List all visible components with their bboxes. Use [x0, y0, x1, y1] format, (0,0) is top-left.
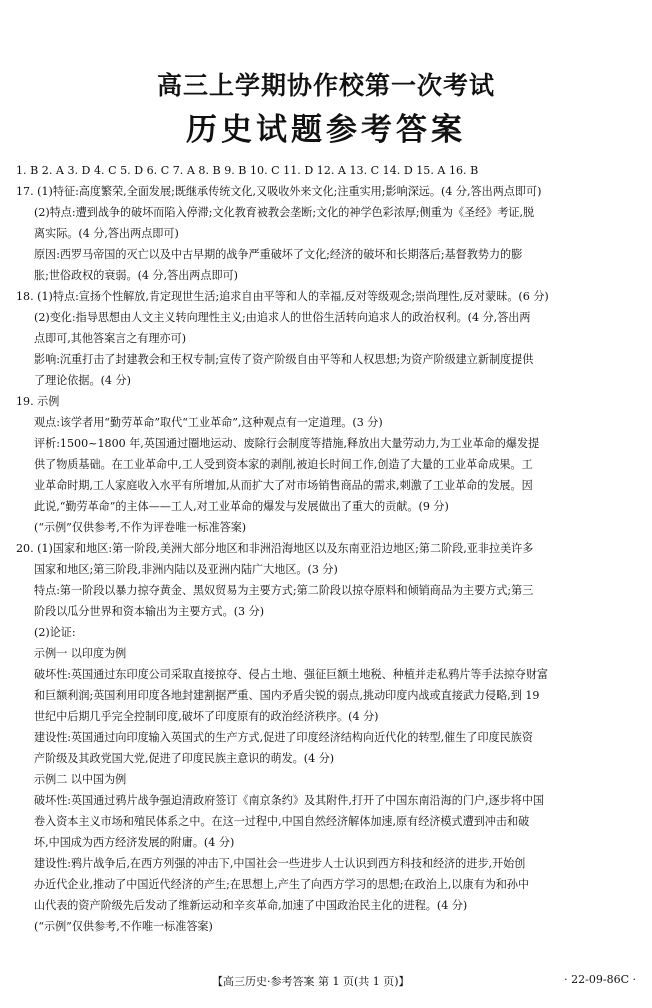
answer-line: 破坏性:英国通过东印度公司采取直接掠夺、侵占土地、强征巨额土地税、种植并走私鸦片等手法掠夺财富: [34, 668, 549, 681]
answer-line: 国家和地区;第三阶段,非洲内陆以及亚洲内陆广大地区。(3 分): [34, 563, 338, 576]
answer-line: 破坏性:英国通过鸦片战争强迫清政府签订《南京条约》及其附件,打开了中国东南沿海的门户,逐步将中国: [34, 794, 545, 807]
exam-subtitle: 历史试题参考答案: [186, 112, 466, 148]
answer-line: 18. (1)特点:宣扬个性解放,肯定现世生活;追求自由平等和人的幸福,反对等级观念;崇尚理性,反对蒙昧。(6 分): [16, 290, 549, 303]
answer-content: [16, 160, 638, 937]
answer-line: (2)论证:: [34, 626, 76, 639]
exam-title: 高三上学期协作校第一次考试: [156, 71, 495, 100]
answer-line: 17. (1)特征:高度繁荣,全面发展;既继承传统文化,又吸收外来文化;注重实用;影响深远。(4 分,答出两点即可): [16, 185, 542, 198]
answer-line: 产阶级及其政党国大党,促进了印度民族主意识的萌发。(4 分): [34, 752, 335, 765]
choice-answers: 1. B 2. A 3. D 4. C 5. D 6. C 7. A 8. B 9. B 10. C 11. D 12. A 13. C 14. D 15. A 16. B: [16, 164, 479, 177]
answer-line: 山代表的资产阶级先后发动了维新运动和辛亥革命,加速了中国政治民主化的进程。(4 分): [34, 899, 468, 912]
answer-lines: [16, 181, 638, 937]
answer-line: 原因:西罗马帝国的灭亡以及中古早期的战争严重破坏了文化;经济的破坏和长期落后;基督教势力的膨: [34, 248, 523, 261]
answer-line: 评析:1500~1800 年,英国通过圈地运动、废除行会制度等措施,释放出大量劳动力,为工业革命的爆发提: [34, 437, 540, 450]
answer-line: 卷入资本主义市场和殖民体系之中。在这一过程中,中国自然经济解体加速,原有经济模式遭到冲击和破: [34, 815, 530, 828]
answer-line: 观点:该学者用“勤劳革命”取代“工业革命”,这种观点有一定道理。(3 分): [34, 416, 383, 429]
answer-line: 离实际。(4 分,答出两点即可): [34, 227, 179, 240]
answer-line: 坏,中国成为西方经济发展的附庸。(4 分): [34, 836, 235, 849]
answer-line: (“示例”仅供参考,不作唯一标准答案): [34, 920, 213, 933]
answer-line: 办近代企业,推动了中国近代经济的产生;在思想上,产生了向西方学习的思想;在政治上,以康有为和孙中: [34, 878, 530, 891]
answer-line: 19. 示例: [16, 395, 60, 408]
answer-line: 20. (1)国家和地区:第一阶段,美洲大部分地区和非洲沿海地区以及东南亚沿边地区;第二阶段,亚非拉美许多: [16, 542, 534, 555]
answer-line: 阶段以瓜分世界和资本输出为主要方式。(3 分): [34, 605, 265, 618]
footer-page-info: 【高三历史·参考答案 第 1 页(共 1 页)】: [212, 975, 410, 988]
answer-line: 供了物质基础。在工业革命中,工人受到资本家的剥削,被迫长时间工作,创造了大量的工业革命成果。工: [34, 458, 533, 471]
answer-line: (2)变化:指导思想由人文主义转向理性主义;由追求人的世俗生活转向追求人的政治权利。(4 分,答出两: [34, 311, 531, 324]
answer-line: 点即可,其他答案言之有理亦可): [34, 332, 187, 345]
answer-line: (2)特点:遭到战争的破坏而陷入停滞;文化教育被教会垄断;文化的神学色彩浓厚;侧重为《圣经》考证,脱: [34, 206, 535, 219]
footer-code: · 22-09-86C ·: [564, 973, 636, 986]
answer-line: 示例二 以中国为例: [34, 773, 127, 786]
answer-line: 此说,“勤劳革命”的主体——工人,对工业革命的爆发与发展做出了重大的贡献。(9 分): [34, 500, 449, 513]
answer-line: 了理论依据。(4 分): [34, 374, 131, 387]
answer-line: 影响:沉重打击了封建教会和王权专制;宣传了资产阶级自由平等和人权思想;为资产阶级建立新制度提供: [34, 353, 534, 366]
answer-line: 建设性:英国通过向印度输入英国式的生产方式,促进了印度经济结构向近代化的转型,催生了印度民族资: [34, 731, 533, 744]
answer-line: 建设性:鸦片战争后,在西方列强的冲击下,中国社会一些进步人士认识到西方科技和经济的进步,开始创: [34, 857, 526, 870]
answer-line: 特点:第一阶段以暴力掠夺黄金、黑奴贸易为主要方式;第二阶段以掠夺原料和倾销商品为主要方式;第三: [34, 584, 534, 597]
answer-line: 世纪中后期几乎完全控制印度,破坏了印度原有的政治经济秩序。(4 分): [34, 710, 379, 723]
answer-line: (“示例”仅供参考,不作为评卷唯一标准答案): [34, 521, 247, 534]
answer-line: 和巨额利润;英国利用印度各地封建割据严重、国内矛盾尖锐的弱点,挑动印度内战或直接武力侵略,到 19: [34, 689, 540, 702]
answer-line: 示例一 以印度为例: [34, 647, 127, 660]
answer-line: 胀;世俗政权的衰弱。(4 分,答出两点即可): [34, 269, 239, 282]
answer-line: 业革命时期,工人家庭收入水平有所增加,从而扩大了对市场销售商品的需求,刺激了工业革命的发展。因: [34, 479, 533, 492]
